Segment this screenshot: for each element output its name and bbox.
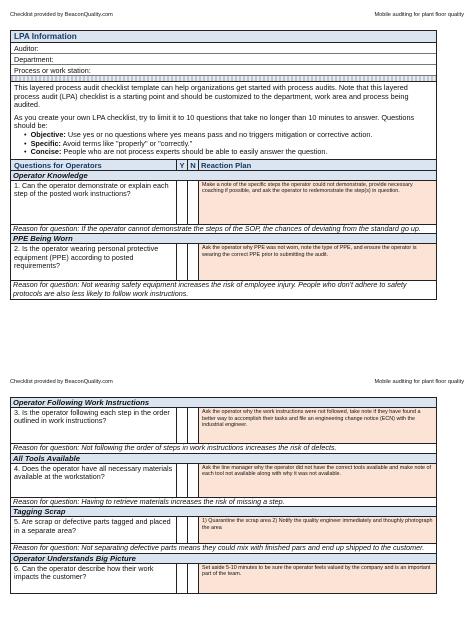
question-text: 4. Does the operator have all necessary materials available at the workstation? bbox=[14, 463, 173, 481]
intro-text bbox=[11, 82, 436, 159]
question-row bbox=[11, 517, 436, 544]
criteria-text: Use yes or no questions where yes means pass and no triggers mitigation or corrective action. bbox=[67, 129, 373, 139]
reason-text: Reason for question: Having to retrieve materials increases the risk of missing a step. bbox=[11, 498, 436, 508]
no-checkbox[interactable] bbox=[187, 464, 198, 497]
reaction-plan: 1) Quarantine the scrap area 2) Notify the quality engineer immediately and thoughly photograph the area bbox=[198, 517, 436, 543]
yes-checkbox[interactable] bbox=[176, 464, 187, 497]
section-title: All Tools Available bbox=[11, 454, 436, 464]
page-header bbox=[10, 377, 464, 389]
reaction-plan-column-header: Reaction Plan bbox=[198, 160, 436, 170]
question-text: 6. Can the operator describe how their work impacts the customer? bbox=[14, 563, 154, 582]
checklist-page-1 bbox=[10, 30, 437, 300]
no-column-header: N bbox=[187, 160, 198, 170]
no-checkbox[interactable] bbox=[187, 181, 198, 224]
reaction-plan: Ask the operator why the work instructions were not followed, take note if they have found a better way to accomplish their tasks and file an engineering change notice (ECN) with the industrial engineer. bbox=[198, 408, 436, 443]
reason-text: Reason for question: Not following the order of steps in work instructions increases the risk of defects. bbox=[11, 444, 436, 454]
yes-checkbox[interactable] bbox=[176, 517, 187, 543]
department-field[interactable]: Department: bbox=[11, 54, 436, 65]
no-checkbox[interactable] bbox=[187, 408, 198, 443]
question-text: 5. Are scrap or defective parts tagged and placed in a separate area? bbox=[14, 517, 171, 535]
reason-text: Reason for question: Not separating defective parts means they could mix with finished pars and end up shipped to the customer. bbox=[11, 544, 436, 554]
question-text: 1. Can the operator demonstrate or explain each step of the posted work instructions? bbox=[14, 180, 169, 199]
question-criteria-list bbox=[14, 131, 433, 157]
questions-header-row bbox=[11, 159, 436, 171]
process-field[interactable]: Process or work station: bbox=[11, 65, 436, 76]
intro-paragraph-2: As you create your own LPA checklist, try to limit it to 10 questions that take no longer than 10 minutes to answer. Questions should be: bbox=[14, 112, 415, 131]
yes-checkbox[interactable] bbox=[176, 244, 187, 280]
reaction-plan: Ask the line manager why the operator did not have the correct tools available and make note of each tool not available along with why it was not available. bbox=[198, 464, 436, 497]
question-text: 2. Is the operator wearing personal protective equipment (PPE) according to posted requirements? bbox=[14, 244, 159, 271]
section-title: PPE Being Worn bbox=[11, 234, 436, 244]
reaction-plan: Ask the operator why PPE was not worn, note the type of PPE, and ensure the operator is wearing the correct PPE prior to submitting the audit. bbox=[198, 244, 436, 280]
criteria-term: Objective: bbox=[30, 129, 66, 139]
questions-column-header: Questions for Operators bbox=[14, 160, 102, 170]
question-row bbox=[11, 244, 436, 281]
header-tagline: Mobile auditing for plant floor quality bbox=[374, 12, 464, 18]
reaction-plan: Make a note of the specific steps the operator could not demonstrate, provide necessary coaching if possible, and ask the operator to redemonstrate the step(s) in question. bbox=[198, 181, 436, 224]
auditor-field[interactable]: Auditor: bbox=[11, 43, 436, 54]
reason-text: Reason for question: If the operator cannot demonstrate the steps of the SOP, the chances of deviating from the standard go up. bbox=[11, 225, 436, 235]
criteria-term: Concise: bbox=[30, 147, 62, 157]
header-source: Checklist provided by BeaconQuality.com bbox=[10, 379, 113, 385]
reason-text: Reason for question: Not wearing safety equipment increases the risk of employee injury. People who don't adhere to safety protocols are also less likely to follow work instructions. bbox=[13, 280, 407, 298]
page-header bbox=[10, 10, 464, 22]
criteria-text: People who are not process experts should be able to easily answer the question. bbox=[63, 147, 328, 157]
reaction-plan: Set aside 5-10 minutes to be sure the operator feels valued by the company and is an important part of the team. bbox=[198, 564, 436, 593]
question-row bbox=[11, 564, 436, 594]
question-text: 3. Is the operator following each step in the order outlined in work instructions? bbox=[14, 408, 170, 426]
section-title: Operator Knowledge bbox=[11, 171, 436, 181]
no-checkbox[interactable] bbox=[187, 564, 198, 593]
checklist-page-2 bbox=[10, 397, 437, 594]
criteria-term: Specific: bbox=[30, 138, 61, 148]
question-row bbox=[11, 464, 436, 498]
intro-paragraph-1: This layered process audit checklist template can help organizations get started with process audits. Note that this layered process audit (LPA) checklist is a starting point and should be customized to the department, work area and process being audited. bbox=[14, 83, 409, 110]
section-title: Operator Understands Big Picture bbox=[11, 554, 436, 564]
no-checkbox[interactable] bbox=[187, 517, 198, 543]
question-row bbox=[11, 181, 436, 225]
no-checkbox[interactable] bbox=[187, 244, 198, 280]
yes-checkbox[interactable] bbox=[176, 408, 187, 443]
question-row bbox=[11, 408, 436, 444]
lpa-info-title: LPA Information bbox=[11, 31, 436, 43]
yes-column-header: Y bbox=[176, 160, 187, 170]
header-tagline: Mobile auditing for plant floor quality bbox=[374, 379, 464, 385]
yes-checkbox[interactable] bbox=[176, 181, 187, 224]
criteria-item bbox=[24, 148, 433, 157]
section-title: Tagging Scrap bbox=[11, 507, 436, 517]
section-title: Operator Following Work Instructions bbox=[11, 398, 436, 408]
header-source: Checklist provided by BeaconQuality.com bbox=[10, 12, 113, 18]
criteria-text: Avoid terms like "properly" or "correctly." bbox=[62, 138, 193, 148]
yes-checkbox[interactable] bbox=[176, 564, 187, 593]
